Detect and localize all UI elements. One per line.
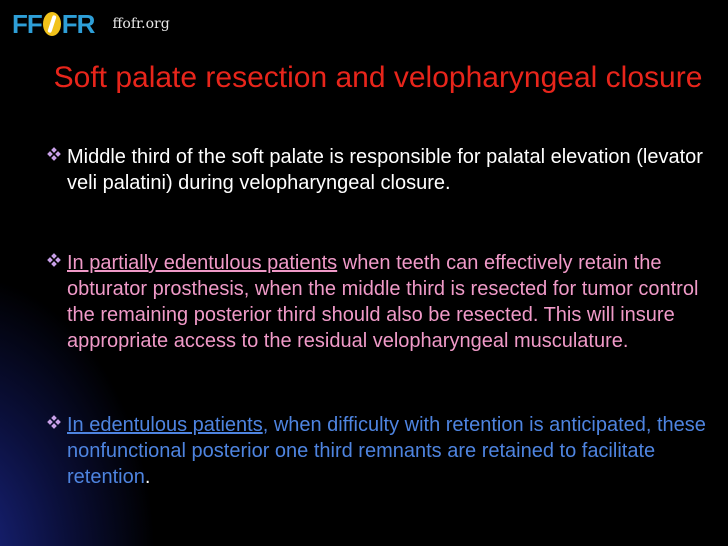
bullet-item [46,250,718,354]
diamond-bullet-icon [46,251,62,271]
bullet-text [67,250,718,354]
bullet-text [67,412,718,490]
logo-mark-right: FR [61,9,95,39]
slide-title: Soft palate resection and velopharyngeal closure [53,61,703,94]
bullet-emphasis: In edentulous patients [67,414,263,436]
bullet-body: when teeth can effectively retain the obturator prosthesis, when the middle third is resected for tumor control the remaining posterior third should also be resected. This will insure appropriate access to the residual velopharyngeal musculature. [67,252,699,352]
bullet-period: . [144,466,151,488]
diamond-bullet-icon [46,413,62,433]
bullet-text: Middle third of the soft palate is responsible for palatal elevation (levator veli palatini) during velopharyngeal closure. [67,146,703,194]
torch-icon [43,12,61,36]
logo-site-url: ffofr.org [112,16,170,32]
ffofr-logo[interactable] [12,9,170,39]
diamond-bullet-icon [46,145,62,165]
bullet-item [46,412,718,490]
bullet-item [46,144,718,196]
bullet-body: , when difficulty with retention is anticipated, these nonfunctional posterior one third remnants are retained to facilitate retention [67,414,706,488]
bullet-emphasis: In partially edentulous patients [67,252,338,274]
logo-mark [12,9,94,39]
logo-mark-left: FF [12,9,42,39]
